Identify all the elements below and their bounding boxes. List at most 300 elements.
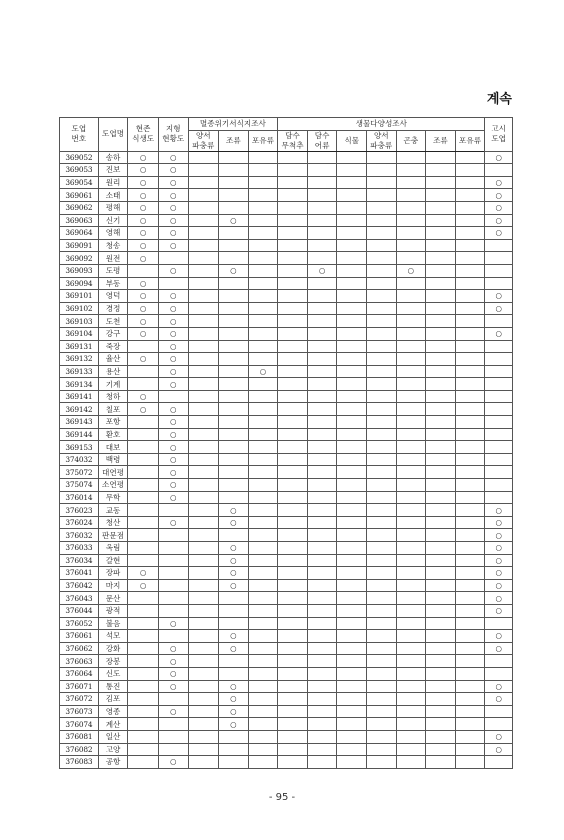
cell-name: 청하 <box>98 390 128 403</box>
cell-name: 원리 <box>98 176 128 189</box>
cell-mark <box>128 491 159 504</box>
cell-mark <box>307 227 337 240</box>
cell-mark <box>278 730 308 743</box>
cell-mark: ○ <box>158 705 188 718</box>
cell-mark <box>396 604 426 617</box>
cell-mark <box>455 277 485 290</box>
cell-mark <box>188 466 219 479</box>
cell-mark <box>248 189 278 202</box>
cell-mark <box>158 604 188 617</box>
cell-mark <box>337 718 367 731</box>
cell-mark <box>337 353 367 366</box>
cell-mark <box>248 655 278 668</box>
cell-code: 369053 <box>60 164 99 177</box>
cell-mark <box>426 491 456 504</box>
cell-mark <box>248 176 278 189</box>
cell-mark: ○ <box>128 353 159 366</box>
cell-mark: ○ <box>158 680 188 693</box>
cell-code: 369093 <box>60 264 99 277</box>
cell-mark: ○ <box>158 176 188 189</box>
cell-mark: ○ <box>219 642 249 655</box>
table-row <box>60 567 513 580</box>
cell-mark <box>396 579 426 592</box>
cell-mark <box>396 693 426 706</box>
cell-mark <box>455 756 485 769</box>
table-row <box>60 164 513 177</box>
cell-mark <box>188 315 219 328</box>
cell-mark <box>455 592 485 605</box>
cell-mark <box>485 315 513 328</box>
cell-mark: ○ <box>158 290 188 303</box>
cell-mark <box>188 730 219 743</box>
cell-mark <box>396 642 426 655</box>
cell-mark <box>188 164 219 177</box>
cell-mark: ○ <box>485 604 513 617</box>
table-row <box>60 252 513 265</box>
cell-mark <box>219 302 249 315</box>
cell-code: 369103 <box>60 315 99 328</box>
cell-mark <box>158 277 188 290</box>
cell-mark <box>485 353 513 366</box>
table-row <box>60 516 513 529</box>
table-row <box>60 201 513 214</box>
col-end-bird: 조류 <box>219 130 249 151</box>
cell-name: 영덕 <box>98 290 128 303</box>
cell-mark <box>426 164 456 177</box>
cell-mark <box>188 680 219 693</box>
cell-mark <box>188 403 219 416</box>
cell-mark <box>278 529 308 542</box>
table-row <box>60 667 513 680</box>
table-row <box>60 630 513 643</box>
cell-mark <box>278 390 308 403</box>
cell-mark: ○ <box>158 189 188 202</box>
cell-mark <box>128 756 159 769</box>
cell-mark <box>337 302 367 315</box>
cell-mark <box>366 176 396 189</box>
cell-mark <box>307 315 337 328</box>
cell-mark <box>455 466 485 479</box>
cell-mark <box>366 390 396 403</box>
cell-mark <box>248 416 278 429</box>
cell-name: 갈현 <box>98 554 128 567</box>
cell-mark <box>188 743 219 756</box>
cell-mark <box>337 516 367 529</box>
cell-mark <box>337 504 367 517</box>
cell-mark <box>278 315 308 328</box>
cell-mark <box>248 466 278 479</box>
cell-mark: ○ <box>485 327 513 340</box>
cell-mark <box>128 428 159 441</box>
cell-name: 백령 <box>98 453 128 466</box>
cell-mark <box>188 479 219 492</box>
cell-mark <box>219 176 249 189</box>
cell-mark <box>366 201 396 214</box>
col-code: 도엽 번호 <box>60 118 99 152</box>
cell-mark: ○ <box>485 542 513 555</box>
cell-code: 369102 <box>60 302 99 315</box>
cell-mark <box>158 567 188 580</box>
cell-mark <box>307 516 337 529</box>
cell-mark <box>188 630 219 643</box>
cell-mark <box>426 680 456 693</box>
table-row <box>60 504 513 517</box>
col-veg: 현존 식생도 <box>128 118 159 152</box>
cell-mark <box>188 592 219 605</box>
cell-mark <box>366 365 396 378</box>
cell-mark: ○ <box>219 554 249 567</box>
cell-mark <box>426 592 456 605</box>
cell-mark <box>396 164 426 177</box>
cell-mark: ○ <box>219 680 249 693</box>
cell-mark <box>366 604 396 617</box>
cell-mark <box>455 504 485 517</box>
cell-mark <box>396 378 426 391</box>
table-row <box>60 466 513 479</box>
cell-mark <box>278 718 308 731</box>
cell-mark: ○ <box>485 302 513 315</box>
cell-mark <box>396 466 426 479</box>
cell-mark <box>426 542 456 555</box>
cell-mark: ○ <box>219 214 249 227</box>
table-row <box>60 227 513 240</box>
cell-mark <box>307 164 337 177</box>
cell-mark <box>307 252 337 265</box>
cell-mark <box>426 264 456 277</box>
cell-mark <box>426 718 456 731</box>
cell-mark <box>337 340 367 353</box>
cell-code: 376023 <box>60 504 99 517</box>
table-row <box>60 302 513 315</box>
cell-mark <box>396 252 426 265</box>
cell-mark <box>278 416 308 429</box>
cell-mark <box>485 239 513 252</box>
cell-mark <box>128 680 159 693</box>
cell-mark: ○ <box>158 453 188 466</box>
cell-mark <box>366 693 396 706</box>
cell-mark <box>307 667 337 680</box>
cell-mark <box>248 642 278 655</box>
cell-mark <box>455 264 485 277</box>
cell-mark <box>366 567 396 580</box>
cell-code: 369144 <box>60 428 99 441</box>
cell-code: 376081 <box>60 730 99 743</box>
cell-mark <box>128 743 159 756</box>
cell-mark <box>248 693 278 706</box>
cell-mark <box>248 315 278 328</box>
cell-mark <box>485 655 513 668</box>
cell-mark <box>396 390 426 403</box>
cell-mark <box>337 428 367 441</box>
cell-mark <box>485 705 513 718</box>
cell-mark <box>278 705 308 718</box>
cell-code: 369143 <box>60 416 99 429</box>
cell-mark <box>455 290 485 303</box>
survey-table <box>59 117 513 769</box>
cell-name: 판문점 <box>98 529 128 542</box>
cell-mark <box>188 302 219 315</box>
cell-mark <box>337 277 367 290</box>
cell-mark: ○ <box>158 151 188 164</box>
cell-mark <box>366 239 396 252</box>
cell-mark <box>128 466 159 479</box>
cell-mark <box>158 542 188 555</box>
cell-mark <box>278 264 308 277</box>
cell-mark <box>307 579 337 592</box>
cell-mark <box>307 353 337 366</box>
cell-mark <box>366 441 396 454</box>
table-row <box>60 239 513 252</box>
cell-code: 376024 <box>60 516 99 529</box>
col-bio-bird: 조류 <box>426 130 456 151</box>
table-row <box>60 479 513 492</box>
cell-mark <box>485 441 513 454</box>
cell-mark: ○ <box>485 554 513 567</box>
cell-mark <box>455 327 485 340</box>
cell-mark: ○ <box>485 290 513 303</box>
cell-mark <box>366 302 396 315</box>
cell-mark <box>278 642 308 655</box>
cell-mark <box>366 290 396 303</box>
table-row <box>60 441 513 454</box>
cell-mark <box>219 529 249 542</box>
cell-code: 369064 <box>60 227 99 240</box>
cell-mark <box>455 516 485 529</box>
cell-mark <box>128 264 159 277</box>
cell-mark <box>307 680 337 693</box>
cell-mark: ○ <box>485 730 513 743</box>
table-row <box>60 214 513 227</box>
cell-mark <box>278 378 308 391</box>
cell-mark <box>396 428 426 441</box>
cell-mark: ○ <box>485 151 513 164</box>
cell-mark <box>426 705 456 718</box>
cell-mark <box>455 403 485 416</box>
cell-mark <box>307 466 337 479</box>
cell-mark <box>426 252 456 265</box>
cell-mark <box>219 441 249 454</box>
cell-mark <box>248 529 278 542</box>
cell-mark <box>366 542 396 555</box>
cell-mark <box>455 730 485 743</box>
cell-name: 진보 <box>98 164 128 177</box>
cell-mark <box>128 693 159 706</box>
cell-mark <box>396 756 426 769</box>
cell-mark <box>278 567 308 580</box>
cell-mark <box>248 516 278 529</box>
cell-mark <box>307 491 337 504</box>
cell-mark <box>426 277 456 290</box>
cell-mark: ○ <box>158 403 188 416</box>
cell-mark <box>485 718 513 731</box>
cell-mark <box>366 730 396 743</box>
cell-mark <box>188 718 219 731</box>
cell-name: 교동 <box>98 504 128 517</box>
cell-mark <box>396 592 426 605</box>
cell-mark <box>278 302 308 315</box>
table-row <box>60 277 513 290</box>
cell-mark <box>307 239 337 252</box>
cell-name: 문산 <box>98 592 128 605</box>
cell-mark <box>366 667 396 680</box>
cell-mark: ○ <box>158 642 188 655</box>
cell-mark <box>366 340 396 353</box>
cell-mark <box>188 416 219 429</box>
cell-mark <box>278 201 308 214</box>
cell-mark <box>455 428 485 441</box>
cell-mark <box>278 151 308 164</box>
table-row <box>60 290 513 303</box>
cell-mark <box>248 705 278 718</box>
cell-mark <box>337 642 367 655</box>
cell-mark <box>426 365 456 378</box>
cell-mark <box>366 743 396 756</box>
cell-mark <box>455 680 485 693</box>
cell-mark <box>128 453 159 466</box>
cell-mark <box>278 667 308 680</box>
cell-code: 369062 <box>60 201 99 214</box>
cell-mark <box>337 453 367 466</box>
cell-name: 도천 <box>98 315 128 328</box>
cell-mark <box>307 743 337 756</box>
cell-mark <box>307 201 337 214</box>
cell-mark <box>426 290 456 303</box>
cell-mark <box>219 290 249 303</box>
cell-mark <box>485 264 513 277</box>
cell-mark: ○ <box>158 315 188 328</box>
cell-mark: ○ <box>485 743 513 756</box>
cell-mark <box>426 655 456 668</box>
cell-code: 376074 <box>60 718 99 731</box>
cell-mark <box>366 592 396 605</box>
cell-mark: ○ <box>485 201 513 214</box>
cell-mark: ○ <box>485 693 513 706</box>
cell-mark <box>307 453 337 466</box>
table-header <box>60 118 513 152</box>
table-row <box>60 579 513 592</box>
cell-mark <box>278 441 308 454</box>
cell-mark <box>188 655 219 668</box>
cell-mark <box>426 403 456 416</box>
cell-mark <box>396 667 426 680</box>
cell-mark <box>396 365 426 378</box>
cell-code: 369104 <box>60 327 99 340</box>
cell-mark: ○ <box>158 302 188 315</box>
cell-mark <box>426 667 456 680</box>
cell-mark <box>396 617 426 630</box>
col-bio-plant: 식물 <box>337 130 367 151</box>
table-row <box>60 340 513 353</box>
cell-mark <box>188 491 219 504</box>
cell-mark <box>128 630 159 643</box>
cell-name: 소태 <box>98 189 128 202</box>
cell-mark <box>366 642 396 655</box>
cell-mark <box>366 277 396 290</box>
cell-mark <box>188 453 219 466</box>
cell-mark: ○ <box>158 756 188 769</box>
table-row <box>60 264 513 277</box>
cell-code: 376083 <box>60 756 99 769</box>
cell-mark <box>248 630 278 643</box>
cell-mark: ○ <box>158 667 188 680</box>
table-row <box>60 529 513 542</box>
cell-mark <box>248 290 278 303</box>
cell-mark <box>128 340 159 353</box>
cell-mark <box>337 365 367 378</box>
cell-mark <box>158 390 188 403</box>
cell-mark <box>366 466 396 479</box>
cell-mark <box>366 353 396 366</box>
cell-mark <box>337 403 367 416</box>
cell-mark <box>188 378 219 391</box>
table-row <box>60 428 513 441</box>
cell-mark <box>426 453 456 466</box>
cell-mark: ○ <box>219 542 249 555</box>
cell-mark <box>219 416 249 429</box>
cell-mark <box>307 617 337 630</box>
cell-mark <box>426 214 456 227</box>
cell-mark <box>337 214 367 227</box>
cell-name: 신도 <box>98 667 128 680</box>
cell-mark <box>485 479 513 492</box>
cell-mark <box>337 655 367 668</box>
cell-mark <box>278 176 308 189</box>
cell-mark <box>455 630 485 643</box>
cell-mark <box>426 441 456 454</box>
table-row <box>60 655 513 668</box>
cell-mark: ○ <box>158 164 188 177</box>
cell-code: 374032 <box>60 453 99 466</box>
cell-mark <box>455 642 485 655</box>
cell-mark <box>396 504 426 517</box>
cell-mark: ○ <box>485 592 513 605</box>
cell-mark <box>307 441 337 454</box>
cell-mark: ○ <box>128 214 159 227</box>
cell-mark <box>278 164 308 177</box>
cell-mark: ○ <box>158 466 188 479</box>
cell-mark <box>278 277 308 290</box>
cell-mark <box>366 189 396 202</box>
table-row <box>60 617 513 630</box>
cell-name: 율산 <box>98 353 128 366</box>
cell-name: 영해 <box>98 227 128 240</box>
cell-code: 369091 <box>60 239 99 252</box>
cell-mark <box>219 428 249 441</box>
cell-mark <box>366 252 396 265</box>
cell-mark <box>426 630 456 643</box>
cell-mark <box>366 453 396 466</box>
cell-mark <box>396 327 426 340</box>
cell-mark <box>188 390 219 403</box>
cell-mark <box>248 164 278 177</box>
cell-mark <box>396 567 426 580</box>
cell-mark <box>128 416 159 429</box>
cell-mark <box>278 403 308 416</box>
cell-mark <box>455 302 485 315</box>
cell-mark <box>278 428 308 441</box>
col-bio-amphibian: 양서 파충류 <box>366 130 396 151</box>
cell-code: 369094 <box>60 277 99 290</box>
cell-mark <box>248 302 278 315</box>
cell-mark: ○ <box>158 201 188 214</box>
cell-mark <box>337 630 367 643</box>
cell-mark <box>188 554 219 567</box>
cell-mark <box>278 214 308 227</box>
cell-mark <box>396 176 426 189</box>
cell-mark <box>337 680 367 693</box>
cell-mark <box>278 516 308 529</box>
cell-mark <box>455 667 485 680</box>
